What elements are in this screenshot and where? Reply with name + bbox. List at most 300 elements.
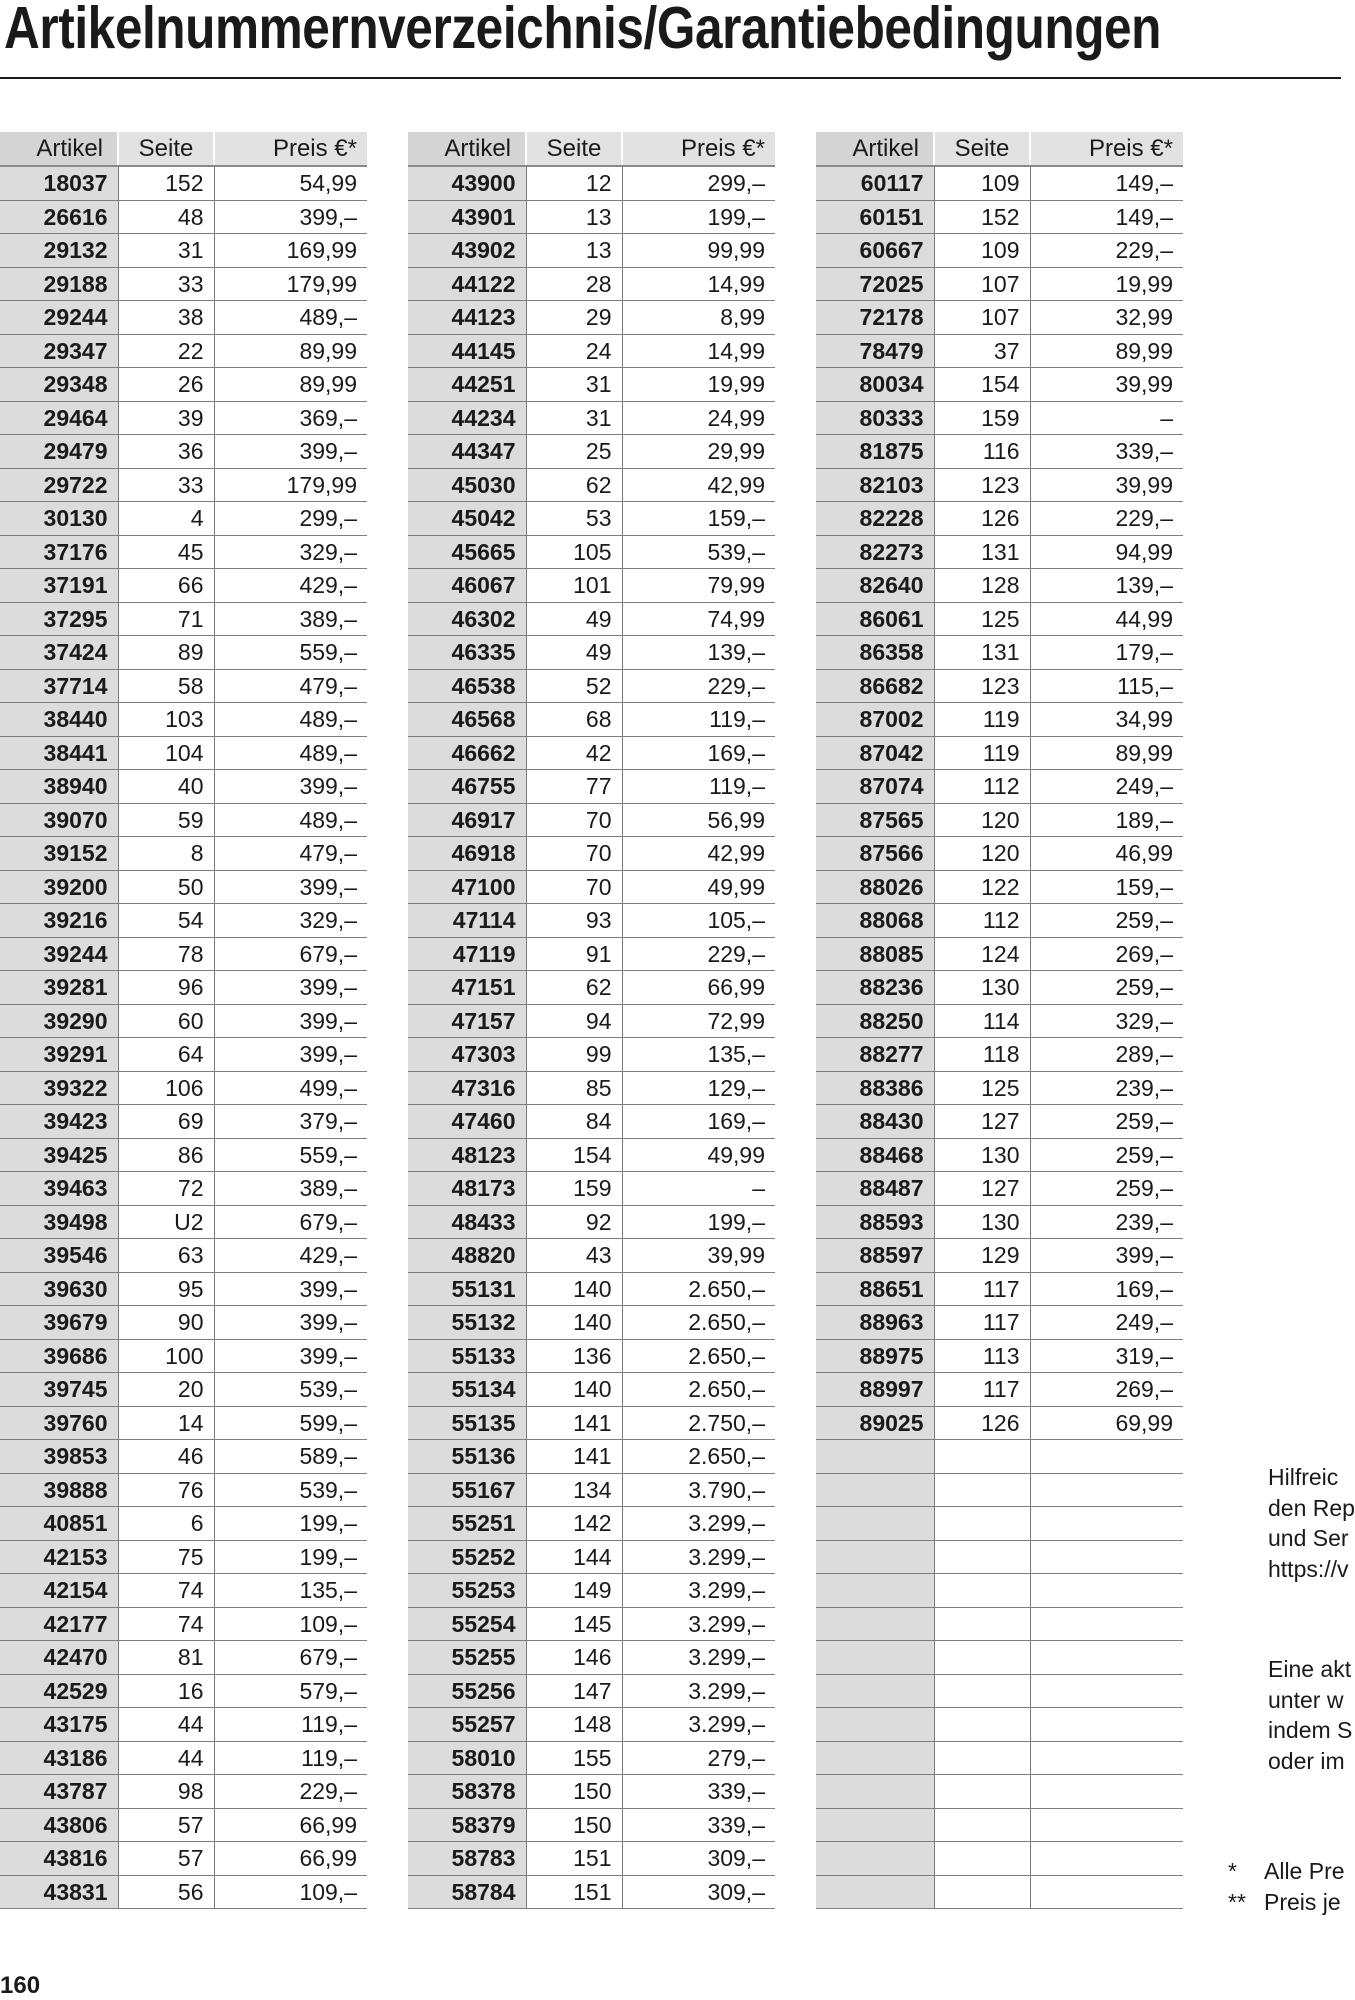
artikel-number-cell: 39216 [0,904,118,938]
header-artikel: Artikel [0,132,118,166]
preis-cell: 399,– [214,1306,367,1340]
table-row [408,803,775,837]
preis-cell: 119,– [214,1708,367,1742]
seite-cell: 74 [118,1574,214,1608]
preis-cell: 79,99 [622,569,775,603]
preis-cell: 169,99 [214,234,367,268]
table-row [816,1708,1183,1742]
table-row [816,870,1183,904]
seite-cell: 150 [526,1775,622,1809]
table-row [816,334,1183,368]
preis-cell: 149,– [1030,166,1183,200]
preis-cell: 179,– [1030,636,1183,670]
preis-cell: 499,– [214,1071,367,1105]
preis-cell: 489,– [214,803,367,837]
table-row [816,1775,1183,1809]
seite-cell: 119 [934,703,1030,737]
seite-cell: 123 [934,669,1030,703]
artikel-number-cell: 88277 [816,1038,934,1072]
table-row [0,1172,367,1206]
preis-cell: 239,– [1030,1205,1183,1239]
artikel-number-cell: 82273 [816,535,934,569]
preis-cell: 339,– [1030,435,1183,469]
preis-cell: 279,– [622,1741,775,1775]
preis-cell: 115,– [1030,669,1183,703]
preis-cell: 42,99 [622,468,775,502]
seite-cell: 99 [526,1038,622,1072]
seite-cell: 33 [118,267,214,301]
seite-cell: 149 [526,1574,622,1608]
seite-cell: 44 [118,1708,214,1742]
table-row [816,200,1183,234]
seite-cell: 31 [526,368,622,402]
artikel-number-cell: 29348 [0,368,118,402]
preis-cell: 19,99 [622,368,775,402]
artikel-number-cell: 46755 [408,770,526,804]
page-number: 160 [0,1972,41,1999]
seite-cell [934,1674,1030,1708]
seite-cell: 152 [934,200,1030,234]
table-row [408,1440,775,1474]
table-row [0,1105,367,1139]
seite-cell: 103 [118,703,214,737]
table-row [816,1004,1183,1038]
table-row [0,1607,367,1641]
preis-cell [1030,1540,1183,1574]
seite-cell: 64 [118,1038,214,1072]
table-row [816,1105,1183,1139]
table-row [408,267,775,301]
seite-cell: 125 [934,1071,1030,1105]
seite-cell: 56 [118,1875,214,1909]
footnote-text: Preis je [1264,1888,1341,1915]
page-title: Artikelnummernverzeichnis/Garantiebedingungen [4,0,1162,61]
seite-cell: 117 [934,1373,1030,1407]
preis-cell: 39,99 [1030,368,1183,402]
seite-cell: 104 [118,736,214,770]
table-row [816,1038,1183,1072]
table-row [816,1138,1183,1172]
preis-cell: 66,99 [214,1808,367,1842]
artikel-number-cell: 80333 [816,401,934,435]
table-row [816,803,1183,837]
seite-cell: 100 [118,1339,214,1373]
artikel-number-cell: 88963 [816,1306,934,1340]
footnote-mark: * [1228,1858,1237,1884]
preis-cell: 94,99 [1030,535,1183,569]
table-row [816,1071,1183,1105]
seite-cell: 49 [526,602,622,636]
table-row [816,1272,1183,1306]
preis-cell: 269,– [1030,937,1183,971]
preis-cell: 679,– [214,1641,367,1675]
seite-cell: 95 [118,1272,214,1306]
artikel-number-cell: 29132 [0,234,118,268]
artikel-number-cell: 58784 [408,1875,526,1909]
seite-cell: 129 [934,1239,1030,1273]
header-preis: Preis €* [1030,132,1183,166]
seite-cell: 141 [526,1406,622,1440]
seite-cell: 109 [934,166,1030,200]
article-table [0,132,367,1909]
table-row [816,166,1183,200]
table-row [0,937,367,971]
table-row [816,837,1183,871]
artikel-number-cell: 88236 [816,971,934,1005]
preis-cell: 46,99 [1030,837,1183,871]
table-row [816,267,1183,301]
header-preis: Preis €* [622,132,775,166]
seite-cell: 74 [118,1607,214,1641]
preis-cell: 66,99 [622,971,775,1005]
preis-cell: 19,99 [1030,267,1183,301]
artikel-number-cell: 88597 [816,1239,934,1273]
preis-cell: 489,– [214,736,367,770]
seite-cell: 53 [526,502,622,536]
table-row [408,904,775,938]
seite-cell: 142 [526,1507,622,1541]
preis-cell: 249,– [1030,1306,1183,1340]
seite-cell: 154 [934,368,1030,402]
side-info-text-2: Eine akt unter w indem S oder im [1268,1656,1353,1774]
preis-cell: 559,– [214,636,367,670]
artikel-number-cell: 55252 [408,1540,526,1574]
preis-cell: 29,99 [622,435,775,469]
preis-cell: 3.790,– [622,1473,775,1507]
preis-cell [1030,1842,1183,1876]
seite-cell: 62 [526,468,622,502]
artikel-number-cell: 39498 [0,1205,118,1239]
preis-cell: 89,99 [1030,736,1183,770]
artikel-number-cell: 42529 [0,1674,118,1708]
seite-cell [934,1741,1030,1775]
preis-cell: 14,99 [622,334,775,368]
seite-cell [934,1842,1030,1876]
artikel-number-cell: 55251 [408,1507,526,1541]
artikel-number-cell: 29347 [0,334,118,368]
preis-cell: 89,99 [214,368,367,402]
preis-cell: 74,99 [622,602,775,636]
table-row [408,1808,775,1842]
table-row [408,200,775,234]
table-row [816,770,1183,804]
preis-cell: 319,– [1030,1339,1183,1373]
artikel-number-cell: 48820 [408,1239,526,1273]
preis-cell: 169,– [622,736,775,770]
preis-cell: 3.299,– [622,1674,775,1708]
seite-cell: 140 [526,1373,622,1407]
preis-cell: 139,– [622,636,775,670]
preis-cell: 42,99 [622,837,775,871]
table-row [408,1574,775,1608]
preis-cell: 14,99 [622,267,775,301]
table-row [0,1473,367,1507]
artikel-number-cell: 88085 [816,937,934,971]
table-row [0,1239,367,1273]
seite-cell: 71 [118,602,214,636]
table-row [816,703,1183,737]
seite-cell: 89 [118,636,214,670]
seite-cell [934,1641,1030,1675]
preis-cell [1030,1507,1183,1541]
preis-cell: 489,– [214,703,367,737]
preis-cell: 399,– [1030,1239,1183,1273]
artikel-number-cell: 78479 [816,334,934,368]
table-row [408,334,775,368]
preis-cell: 2.750,– [622,1406,775,1440]
artikel-number-cell: 87074 [816,770,934,804]
artikel-number-cell: 46067 [408,569,526,603]
table-row [408,1071,775,1105]
artikel-number-cell: 58010 [408,1741,526,1775]
artikel-number-cell: 39070 [0,803,118,837]
seite-cell: 117 [934,1272,1030,1306]
artikel-number-cell: 29464 [0,401,118,435]
preis-cell: 69,99 [1030,1406,1183,1440]
preis-cell: 259,– [1030,971,1183,1005]
header-artikel: Artikel [816,132,934,166]
seite-cell: 147 [526,1674,622,1708]
seite-cell: 148 [526,1708,622,1742]
footnote-mark: ** [1228,1888,1246,1915]
seite-cell [934,1875,1030,1909]
seite-cell: 66 [118,569,214,603]
header-artikel: Artikel [408,132,526,166]
seite-cell [934,1775,1030,1809]
artikel-number-cell: 42153 [0,1540,118,1574]
artikel-number-cell: 38441 [0,736,118,770]
seite-cell [934,1507,1030,1541]
seite-cell [934,1808,1030,1842]
artikel-number-cell: 39888 [0,1473,118,1507]
article-table [408,132,775,1909]
table-row [408,1406,775,1440]
seite-cell: 114 [934,1004,1030,1038]
seite-cell: 120 [934,803,1030,837]
table-row [0,401,367,435]
seite-cell: 45 [118,535,214,569]
header-seite: Seite [934,132,1030,166]
table-row [0,1808,367,1842]
preis-cell: 24,99 [622,401,775,435]
artikel-number-cell: 86682 [816,669,934,703]
seite-cell: 126 [934,1406,1030,1440]
artikel-number-cell: 55133 [408,1339,526,1373]
preis-cell [1030,1607,1183,1641]
table-row [0,669,367,703]
seite-cell: 13 [526,200,622,234]
title-divider [0,77,1341,79]
preis-cell: 299,– [214,502,367,536]
preis-cell: 429,– [214,1239,367,1273]
preis-cell [1030,1574,1183,1608]
artikel-number-cell: 47316 [408,1071,526,1105]
artikel-number-cell: 82640 [816,569,934,603]
table-row [816,234,1183,268]
seite-cell: 50 [118,870,214,904]
table-row [0,200,367,234]
seite-cell: 113 [934,1339,1030,1373]
table-row [408,770,775,804]
preis-cell: 179,99 [214,267,367,301]
table-row [0,234,367,268]
artikel-number-cell: 81875 [816,435,934,469]
preis-cell: 229,– [1030,502,1183,536]
artikel-number-cell: 88386 [816,1071,934,1105]
artikel-number-cell: 39152 [0,837,118,871]
seite-cell: 151 [526,1842,622,1876]
seite-cell: 57 [118,1808,214,1842]
table-row [408,1674,775,1708]
artikel-number-cell: 82228 [816,502,934,536]
artikel-number-cell: 43831 [0,1875,118,1909]
table-row [408,1172,775,1206]
table-row [408,301,775,335]
seite-cell: 25 [526,435,622,469]
table-row [0,1071,367,1105]
table-row [0,502,367,536]
preis-cell: 109,– [214,1607,367,1641]
preis-cell: 599,– [214,1406,367,1440]
table-row [408,502,775,536]
table-row [0,1205,367,1239]
preis-cell: 229,– [622,937,775,971]
preis-cell: 589,– [214,1440,367,1474]
seite-cell: 101 [526,569,622,603]
artikel-number-cell: 43787 [0,1775,118,1809]
table-row [816,1507,1183,1541]
artikel-number-cell: 37714 [0,669,118,703]
artikel-number-cell: 42177 [0,1607,118,1641]
seite-cell: 155 [526,1741,622,1775]
table-row [0,1708,367,1742]
preis-cell: 3.299,– [622,1507,775,1541]
preis-cell: 579,– [214,1674,367,1708]
preis-cell: 3.299,– [622,1708,775,1742]
artikel-number-cell: 26616 [0,200,118,234]
artikel-number-cell [816,1641,934,1675]
preis-cell: 199,– [214,1507,367,1541]
artikel-number-cell: 29722 [0,468,118,502]
preis-cell: 2.650,– [622,1272,775,1306]
seite-cell: 118 [934,1038,1030,1072]
preis-cell: – [622,1172,775,1206]
artikel-number-cell: 87002 [816,703,934,737]
artikel-number-cell: 86358 [816,636,934,670]
table-row [0,1574,367,1608]
preis-cell [1030,1674,1183,1708]
table-row [0,1641,367,1675]
table-row [816,1875,1183,1909]
table-row [0,1440,367,1474]
preis-cell: 56,99 [622,803,775,837]
artikel-number-cell: 48123 [408,1138,526,1172]
preis-cell: 169,– [622,1105,775,1139]
artikel-number-cell [816,1473,934,1507]
artikel-number-cell: 47157 [408,1004,526,1038]
preis-cell: 2.650,– [622,1373,775,1407]
seite-cell: 38 [118,301,214,335]
preis-cell: 259,– [1030,1138,1183,1172]
table-row [0,904,367,938]
artikel-number-cell: 60667 [816,234,934,268]
preis-cell: 299,– [622,166,775,200]
table-row [816,1373,1183,1407]
preis-cell [1030,1808,1183,1842]
preis-cell: 119,– [214,1741,367,1775]
side-info-text-1: Hilfreic den Rep und Ser https://v [1268,1464,1355,1582]
seite-cell: 131 [934,636,1030,670]
article-table-column-3 [816,132,1183,1909]
preis-cell: 169,– [1030,1272,1183,1306]
artikel-number-cell: 37176 [0,535,118,569]
seite-cell: 78 [118,937,214,971]
seite-cell [934,1540,1030,1574]
table-row [816,736,1183,770]
table-row [408,368,775,402]
seite-cell: 109 [934,234,1030,268]
table-row [816,1574,1183,1608]
table-row [0,435,367,469]
preis-cell: 369,– [214,401,367,435]
seite-cell: 31 [526,401,622,435]
preis-cell: 99,99 [622,234,775,268]
seite-cell: 127 [934,1172,1030,1206]
artikel-number-cell: 47303 [408,1038,526,1072]
artikel-number-cell [816,1875,934,1909]
preis-cell: 39,99 [1030,468,1183,502]
artikel-number-cell: 58783 [408,1842,526,1876]
preis-cell: 189,– [1030,803,1183,837]
table-row [816,1239,1183,1273]
seite-cell: 39 [118,401,214,435]
preis-cell: 3.299,– [622,1540,775,1574]
preis-cell: 89,99 [214,334,367,368]
artikel-number-cell: 30130 [0,502,118,536]
seite-cell: 20 [118,1373,214,1407]
artikel-number-cell: 38440 [0,703,118,737]
table-row [0,1842,367,1876]
seite-cell: 70 [526,837,622,871]
preis-cell: 559,– [214,1138,367,1172]
preis-cell: 259,– [1030,1172,1183,1206]
preis-cell: 229,– [622,669,775,703]
preis-cell: 389,– [214,602,367,636]
table-row [0,368,367,402]
artikel-number-cell: 37295 [0,602,118,636]
table-row [0,1540,367,1574]
artikel-number-cell [816,1540,934,1574]
seite-cell [934,1607,1030,1641]
seite-cell: 130 [934,971,1030,1005]
preis-cell: 399,– [214,1038,367,1072]
seite-cell: 136 [526,1339,622,1373]
seite-cell: 159 [934,401,1030,435]
artikel-number-cell: 43900 [408,166,526,200]
seite-cell: 76 [118,1473,214,1507]
table-row [816,435,1183,469]
table-row [408,569,775,603]
artikel-number-cell: 47460 [408,1105,526,1139]
header-seite: Seite [118,132,214,166]
preis-cell: – [1030,401,1183,435]
artikel-number-cell: 47114 [408,904,526,938]
artikel-number-cell: 55257 [408,1708,526,1742]
artikel-number-cell: 88593 [816,1205,934,1239]
artikel-number-cell: 44122 [408,267,526,301]
preis-cell: 119,– [622,703,775,737]
table-row [816,904,1183,938]
